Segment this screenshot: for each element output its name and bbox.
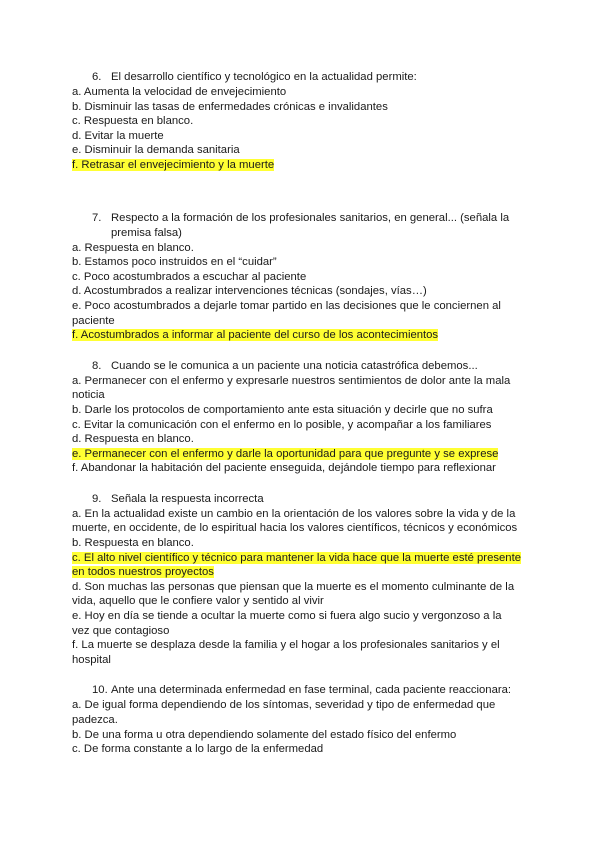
question-text: Señala la respuesta incorrecta bbox=[111, 492, 264, 505]
question-title bbox=[72, 359, 522, 374]
option-f-highlighted: f. Retrasar el envejecimiento y la muerte bbox=[72, 158, 275, 171]
option-c: c. De forma constante a lo largo de la enfermedad bbox=[72, 743, 324, 756]
option-f-highlighted: f. Acostumbrados a informar al paciente del curso de los acontecimientos bbox=[72, 329, 439, 342]
option-d: d. Acostumbrados a realizar intervenciones técnicas (sondajes, vías…) bbox=[72, 285, 427, 298]
question-10 bbox=[72, 683, 522, 756]
question-6 bbox=[72, 70, 522, 173]
question-9 bbox=[72, 492, 522, 668]
option-b: b. Disminuir las tasas de enfermedades crónicas e invalidantes bbox=[72, 100, 388, 113]
option-c: c. Evitar la comunicación con el enfermo en lo posible, y acompañar a los familiares bbox=[72, 418, 492, 431]
question-text: Respecto a la formación de los profesionales sanitarios, en general... (señala la premisa falsa) bbox=[111, 211, 510, 239]
option-c: c. Poco acostumbrados a escuchar al paciente bbox=[72, 270, 307, 283]
question-title bbox=[72, 492, 522, 507]
question-number: 10. bbox=[92, 684, 108, 697]
question-number: 6. bbox=[92, 71, 102, 83]
option-d: d. Evitar la muerte bbox=[72, 129, 164, 142]
question-title bbox=[72, 70, 522, 85]
question-7 bbox=[72, 211, 522, 343]
question-number: 7. bbox=[92, 211, 102, 224]
option-a: a. En la actualidad existe un cambio en la orientación de los valores sobre la vida y de la muerte, en occidente, de lo espiritual hacia los valores científicos, técnicos y económicos bbox=[72, 507, 518, 535]
question-number: 8. bbox=[92, 359, 102, 372]
question-text: Cuando se le comunica a un paciente una noticia catastrófica debemos... bbox=[111, 359, 478, 372]
question-text: El desarrollo científico y tecnológico en la actualidad permite: bbox=[111, 71, 417, 83]
option-b: b. De una forma u otra dependiendo solamente del estado físico del enfermo bbox=[72, 728, 457, 741]
option-c-highlighted: c. El alto nivel científico y técnico para mantener la vida hace que la muerte esté presente en todos nuestros proyectos bbox=[72, 551, 521, 579]
option-a: a. Aumenta la velocidad de envejecimiento bbox=[72, 86, 287, 98]
option-d: d. Son muchas las personas que piensan que la muerte es el momento culminante de la vida, aquello que le confiere valor y sentido al vivir bbox=[72, 580, 515, 608]
question-8 bbox=[72, 359, 522, 476]
option-e: e. Disminuir la demanda sanitaria bbox=[72, 144, 240, 157]
option-f: f. La muerte se desplaza desde la familia y el hogar a los profesionales sanitarios y el hospital bbox=[72, 639, 500, 666]
option-a: a. Respuesta en blanco. bbox=[72, 241, 194, 254]
option-d: d. Respuesta en blanco. bbox=[72, 433, 194, 446]
option-b: b. Respuesta en blanco. bbox=[72, 537, 194, 550]
question-text: Ante una determinada enfermedad en fase terminal, cada paciente reaccionara: bbox=[111, 684, 512, 697]
option-e: e. Poco acostumbrados a dejarle tomar partido en las decisiones que le conciernen al paciente bbox=[72, 299, 501, 327]
option-f: f. Abandonar la habitación del paciente enseguida, dejándole tiempo para reflexionar bbox=[72, 462, 496, 475]
question-number: 9. bbox=[92, 492, 102, 505]
option-b: b. Estamos poco instruidos en el “cuidar” bbox=[72, 256, 277, 269]
option-e-highlighted: e. Permanecer con el enfermo y darle la oportunidad para que pregunte y se exprese bbox=[72, 447, 499, 460]
question-list bbox=[72, 70, 522, 757]
question-title bbox=[72, 683, 522, 698]
option-a: a. Permanecer con el enfermo y expresarle nuestros sentimientos de dolor ante la mala noticia bbox=[72, 374, 511, 402]
option-b: b. Darle los protocolos de comportamiento ante esta situación y decirle que no sufra bbox=[72, 403, 493, 416]
option-e: e. Hoy en día se tiende a ocultar la muerte como si fuera algo sucio y vergonzoso a la vez que contagioso bbox=[72, 610, 502, 637]
option-a: a. De igual forma dependiendo de los síntomas, severidad y tipo de enfermedad que padezca. bbox=[72, 699, 496, 726]
question-title bbox=[72, 211, 522, 241]
option-c: c. Respuesta en blanco. bbox=[72, 115, 194, 128]
